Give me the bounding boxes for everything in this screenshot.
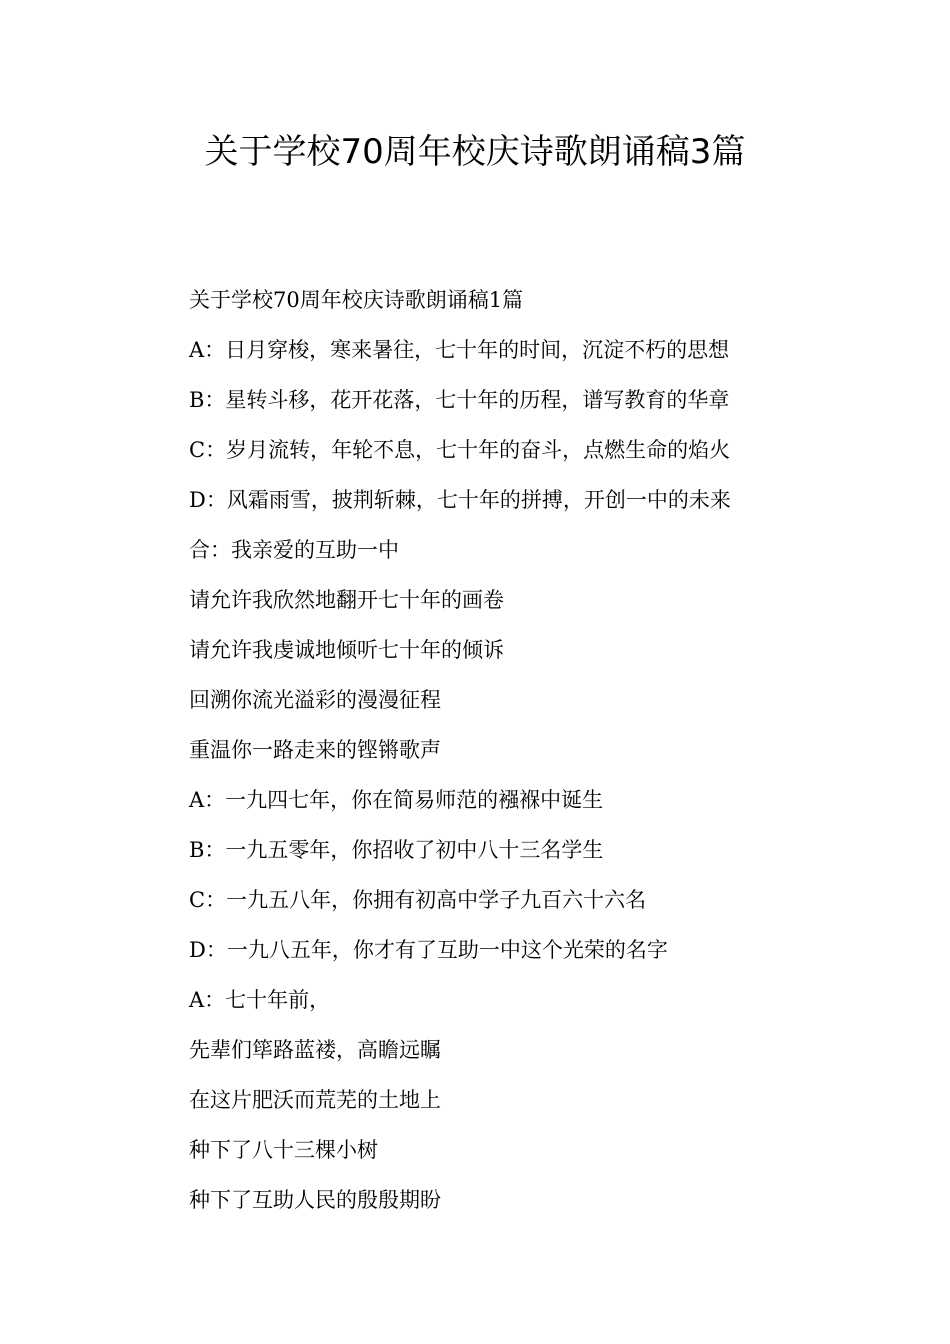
poem-line: D：风霜雨雪，披荆斩棘，七十年的拼搏，开创一中的未来: [189, 488, 731, 512]
poem-line: 关于学校70周年校庆诗歌朗诵稿1篇: [189, 288, 524, 312]
poem-line: B：一九五零年，你招收了初中八十三名学生: [189, 838, 604, 862]
poem-line: 种下了八十三棵小树: [189, 1138, 378, 1162]
poem-line: 种下了互助人民的殷殷期盼: [189, 1188, 441, 1212]
poem-line: 重温你一路走来的铿锵歌声: [189, 738, 441, 762]
poem-line: B：星转斗移，花开花落，七十年的历程，谱写教育的华章: [189, 388, 730, 412]
poem-line: A：一九四七年，你在简易师范的襁褓中诞生: [189, 788, 604, 812]
poem-line: A：日月穿梭，寒来暑往，七十年的时间，沉淀不朽的思想: [189, 338, 730, 362]
poem-line: 合：我亲爱的互助一中: [189, 538, 399, 562]
poem-line: A：七十年前，: [189, 988, 331, 1012]
poem-line: D：一九八五年，你才有了互助一中这个光荣的名字: [189, 938, 668, 962]
poem-line: 先辈们筚路蓝褛，高瞻远瞩: [189, 1038, 441, 1062]
poem-line: C：岁月流转，年轮不息，七十年的奋斗，点燃生命的焰火: [189, 438, 731, 462]
document-title: 关于学校70周年校庆诗歌朗诵稿3篇: [204, 132, 746, 172]
poem-line: 回溯你流光溢彩的漫漫征程: [189, 688, 441, 712]
poem-body: [189, 282, 889, 1232]
poem-line: 请允许我欣然地翻开七十年的画卷: [189, 588, 504, 612]
poem-line: C：一九五八年，你拥有初高中学子九百六十六名: [189, 888, 647, 912]
poem-line: 请允许我虔诚地倾听七十年的倾诉: [189, 638, 504, 662]
poem-line: 在这片肥沃而荒芜的土地上: [189, 1088, 441, 1112]
